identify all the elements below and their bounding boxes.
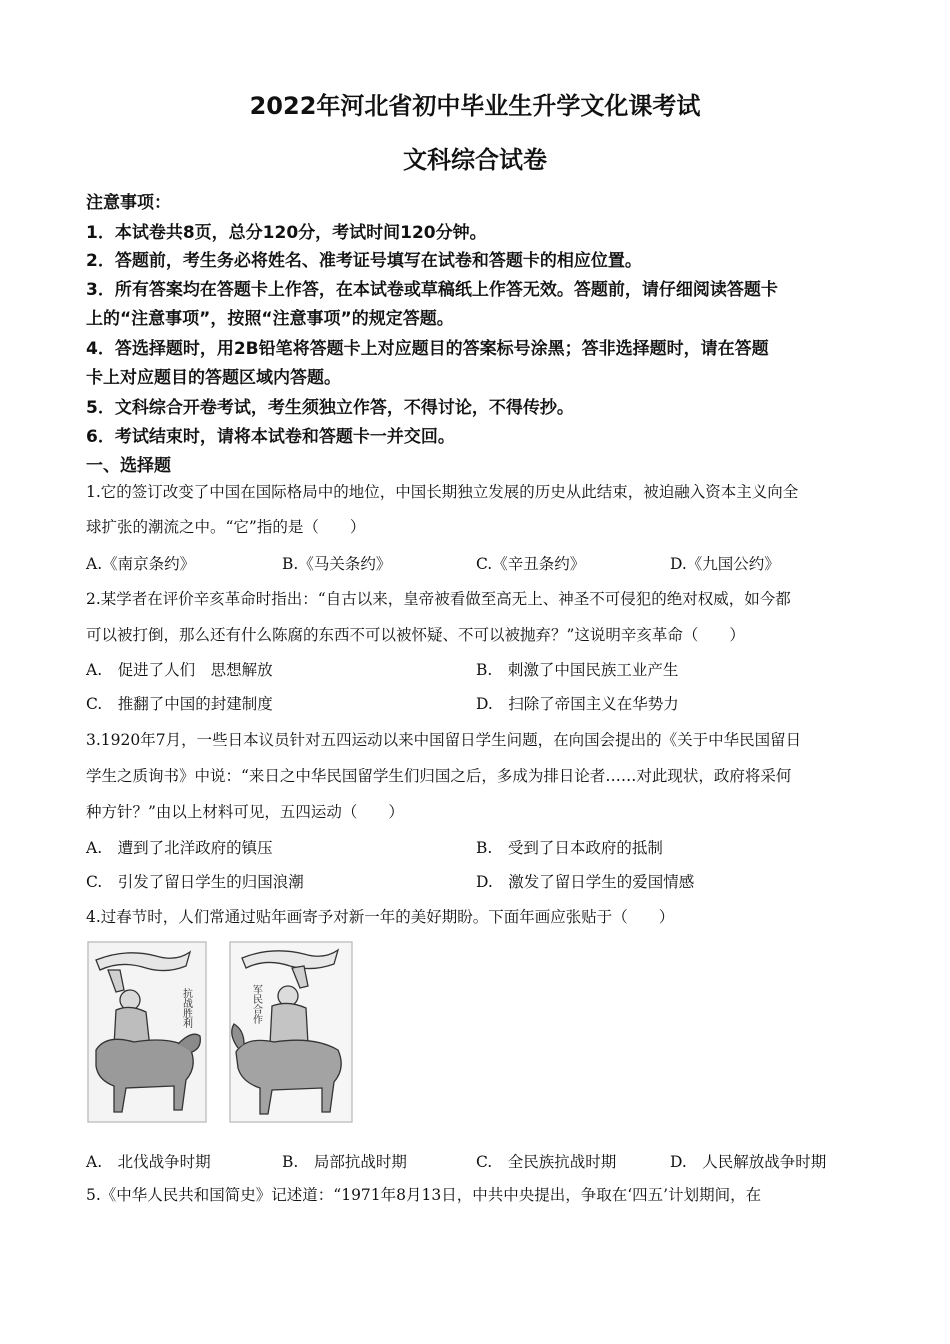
right-print (230, 942, 352, 1122)
question-3-text: 学生之质询书》中说：“来日之中华民国留学生们归国之后，多成为排日论者……对此现状，政府将采何 (86, 767, 792, 785)
option-c: C.《辛丑条约》 (476, 555, 586, 573)
option-a: A. 促进了人们 思想解放 (86, 661, 273, 679)
notice-line: 1．本试卷共8页，总分120分，考试时间120分钟。 (86, 223, 487, 243)
question-2-text: 2.某学者在评价辛亥革命时指出：“自古以来，皇帝被看做至高无上、神圣不可侵犯的绝对权威，如今都 (86, 590, 791, 608)
new-year-pictures (86, 940, 354, 1125)
option-b: B. 受到了日本政府的抵制 (476, 839, 663, 857)
new-year-picture-illustration (86, 940, 354, 1125)
option-c: C. 全民族抗战时期 (476, 1153, 617, 1171)
question-1-text: 1.它的签订改变了中国在国际格局中的地位，中国长期独立发展的历史从此结束，被迫融入资本主义向全 (86, 483, 799, 501)
notice-line: 5．文科综合开卷考试，考生须独立作答，不得讨论，不得传抄。 (86, 398, 574, 418)
option-d: D.《九国公约》 (670, 555, 780, 573)
option-d: D. 扫除了帝国主义在华势力 (476, 695, 679, 713)
notice-line: 2．答题前，考生务必将姓名、准考证号填写在试卷和答题卡的相应位置。 (86, 251, 642, 271)
option-d: D. 人民解放战争时期 (670, 1153, 827, 1171)
notice-line: 3．所有答案均在答题卡上作答，在本试卷或草稿纸上作答无效。答题前，请仔细阅读答题卡 (86, 280, 778, 300)
notice-line: 6．考试结束时，请将本试卷和答题卡一并交回。 (86, 427, 455, 447)
exam-title: 2022年河北省初中毕业生升学文化课考试 (249, 92, 701, 120)
right-print-caption: 军民合作 (250, 984, 262, 1024)
option-a: A. 遭到了北洋政府的镇压 (86, 839, 273, 857)
section-heading: 一、选择题 (86, 456, 171, 476)
option-b: B.《马关条约》 (282, 555, 392, 573)
left-print (88, 942, 206, 1122)
question-3-text: 3.1920年7月，一些日本议员针对五四运动以来中国留日学生问题，在向国会提出的《关于中华民国留日 (86, 731, 802, 749)
option-b: B. 局部抗战时期 (282, 1153, 407, 1171)
option-c: C. 推翻了中国的封建制度 (86, 695, 273, 713)
option-a: A.《南京条约》 (86, 555, 196, 573)
question-4-text: 4.过春节时，人们常通过贴年画寄予对新一年的美好期盼。下面年画应张贴于（ ） (86, 908, 675, 926)
question-1-text: 球扩张的潮流之中。“它”指的是（ ） (86, 518, 366, 536)
notice-line: 上的“注意事项”，按照“注意事项”的规定答题。 (86, 309, 454, 329)
option-a: A. 北伐战争时期 (86, 1153, 211, 1171)
left-print-caption: 抗战胜利 (180, 988, 192, 1028)
exam-subtitle: 文科综合试卷 (403, 146, 547, 174)
option-b: B. 刺激了中国民族工业产生 (476, 661, 679, 679)
question-2-text: 可以被打倒，那么还有什么陈腐的东西不可以被怀疑、不可以被抛弃？”这说明辛亥革命（ ） (86, 626, 745, 644)
notice-heading: 注意事项： (86, 193, 171, 213)
notice-line: 4．答选择题时，用2B铅笔将答题卡上对应题目的答案标号涂黑；答非选择题时，请在答题 (86, 339, 769, 359)
question-5-text: 5.《中华人民共和国简史》记述道：“1971年8月13日，中共中央提出，争取在‘四五’计划期间，在 (86, 1186, 762, 1204)
question-3-text: 种方针？”由以上材料可见，五四运动（ ） (86, 803, 404, 821)
notice-line: 卡上对应题目的答题区域内答题。 (86, 368, 341, 388)
option-d: D. 激发了留日学生的爱国情感 (476, 873, 695, 891)
option-c: C. 引发了留日学生的归国浪潮 (86, 873, 304, 891)
